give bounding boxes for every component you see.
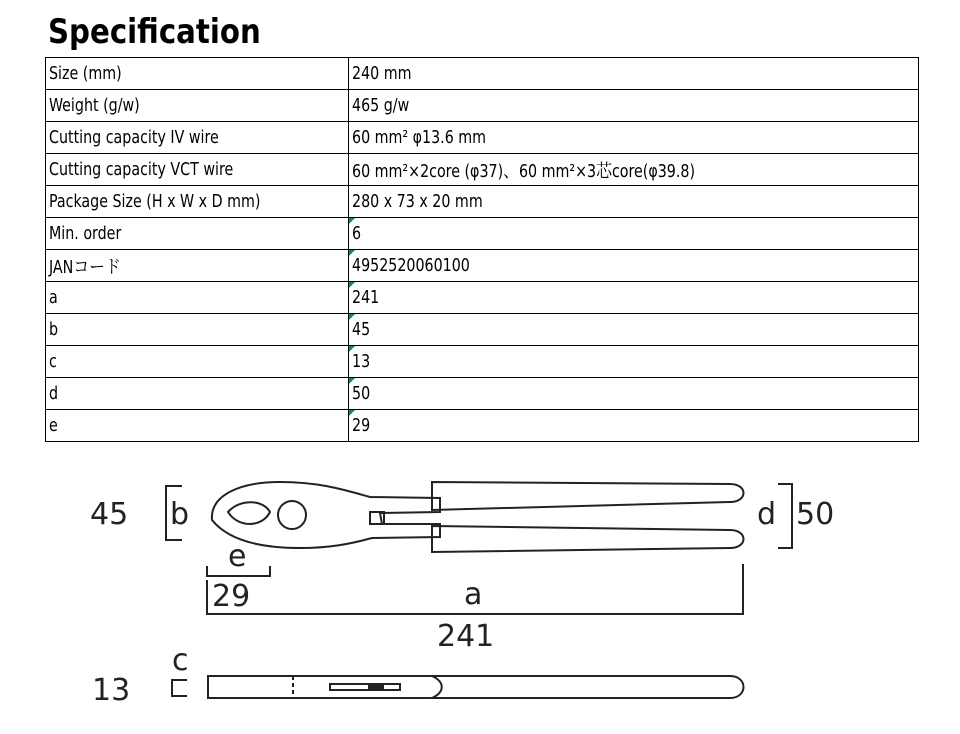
spec-value: 240 mm — [352, 63, 412, 84]
dim-b-letter: b — [170, 497, 190, 532]
spec-key: d — [49, 383, 59, 404]
lower-handle — [432, 526, 744, 552]
page-title: Specification — [48, 12, 261, 52]
dim-a-value: 241 — [437, 619, 495, 654]
spec-value: 45 — [352, 319, 371, 340]
side-view-divider — [432, 676, 442, 698]
spec-key: b — [49, 319, 59, 340]
spec-value: 60 mm²×2core (φ37)、60 mm²×3芯core(φ39.8) — [352, 160, 696, 182]
spec-value: 29 — [352, 415, 371, 436]
spec-value: 280 x 73 x 20 mm — [352, 191, 483, 212]
side-view-slot — [330, 684, 400, 690]
spec-value: 4952520060100 — [352, 255, 470, 276]
side-view-pin — [368, 683, 384, 691]
dim-e-value: 29 — [212, 579, 251, 614]
spec-key: JANコード — [49, 256, 121, 278]
dim-d-bracket — [778, 484, 792, 548]
dim-b-value: 45 — [90, 497, 129, 532]
dim-a-letter: a — [464, 577, 483, 612]
spec-key: c — [49, 351, 57, 372]
dim-c-value: 13 — [92, 673, 131, 708]
side-view-body — [208, 676, 744, 698]
spec-key: Size (mm) — [49, 63, 122, 84]
upper-handle — [432, 482, 744, 510]
dim-e-letter: e — [228, 539, 247, 574]
spec-key: e — [49, 415, 58, 436]
spec-value: 465 g/w — [352, 95, 410, 116]
spec-value: 50 — [352, 383, 371, 404]
dim-d-value: 50 — [796, 497, 835, 532]
spec-key: a — [49, 287, 58, 308]
spec-key: Cutting capacity IV wire — [49, 127, 219, 148]
spec-value: 241 — [352, 287, 380, 308]
spec-key: Min. order — [49, 223, 122, 244]
spec-value: 6 — [352, 223, 362, 244]
cutter-blade-curve — [228, 502, 270, 524]
dim-c-letter: c — [172, 643, 189, 678]
spec-value: 13 — [352, 351, 371, 372]
spec-key: Cutting capacity VCT wire — [49, 159, 234, 180]
dim-c-bracket — [172, 680, 187, 696]
spec-key: Weight (g/w) — [49, 95, 140, 116]
spec-key: Package Size (H x W x D mm) — [49, 191, 261, 212]
spec-value: 60 mm² φ13.6 mm — [352, 127, 487, 148]
pivot-circle — [278, 501, 306, 529]
dim-d-letter: d — [757, 497, 777, 532]
